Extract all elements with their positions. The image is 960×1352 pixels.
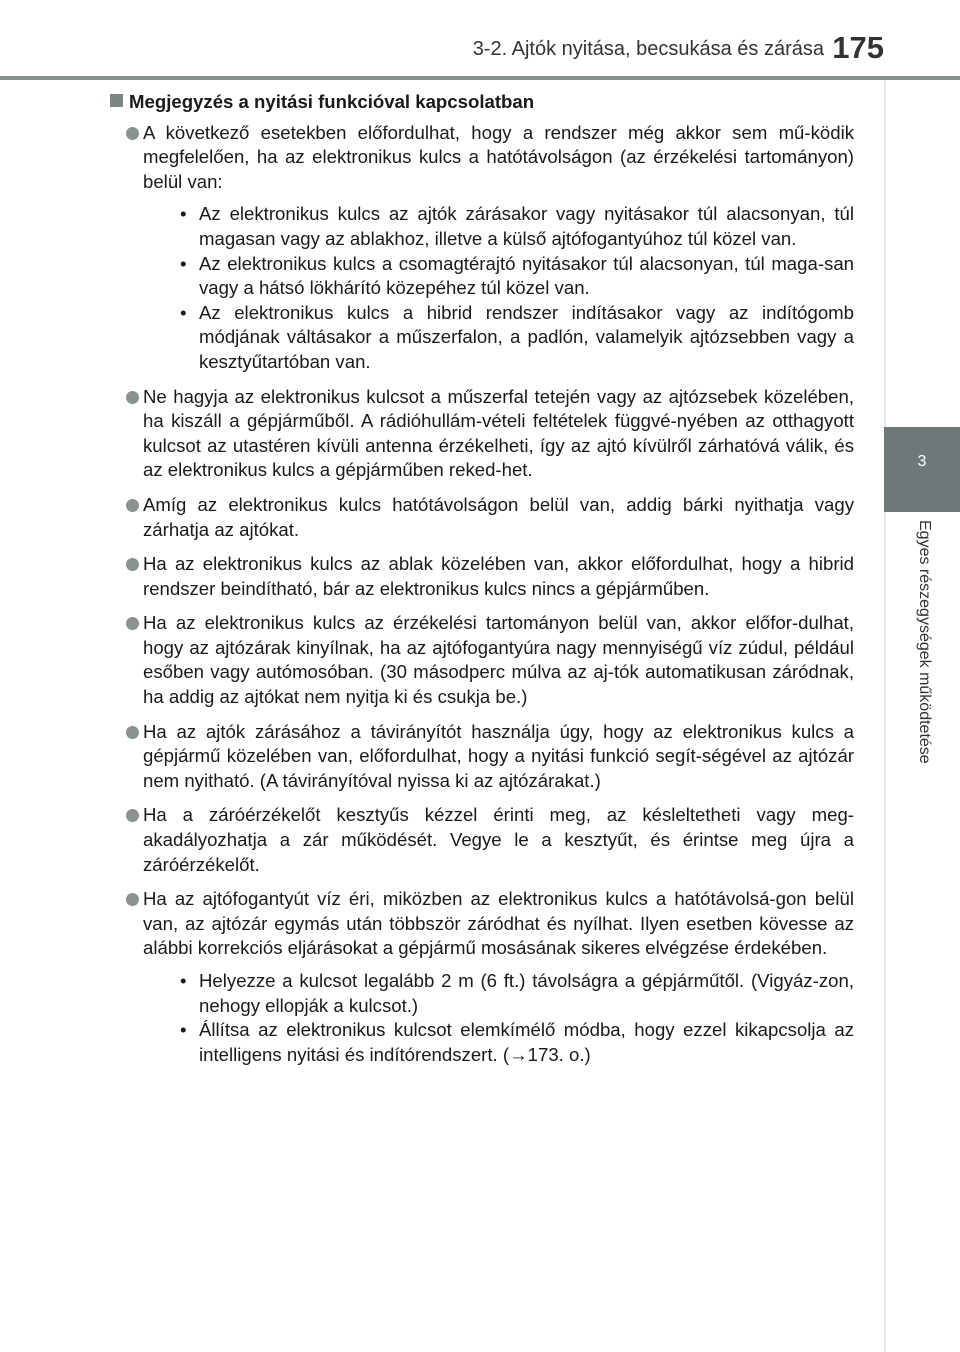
list-item-text: Ne hagyja az elektronikus kulcsot a műszerfal tetején vagy az ajtózsebek közelében, ha kiszáll a gépjárműből. A rádióhullám-vételi feltételek függvé-nyében az otthagyott kulcsot az utastéren kívüli antenna érzékelheti, így az ajtó kívülről zárhatóvá válik, és az elektronikus kulcs a gépjárműben reked-het. <box>143 385 854 481</box>
page-number: 175 <box>832 30 884 65</box>
circle-bullet-icon <box>126 726 139 739</box>
section-heading-text: Megjegyzés a nyitási funkcióval kapcsolatban <box>129 91 535 112</box>
list-item-text: Amíg az elektronikus kulcs hatótávolságon belül van, addig bárki nyithatja vagy zárhatja az ajtókat. <box>143 493 854 540</box>
list-item-text: Ha az ajtófogantyút víz éri, miközben az elektronikus kulcs a hatótávolsá-gon belül van, az ajtózár egymás után többször záródhat és nyílhat. Ilyen esetben kövesse az alábbi korrekciós eljárásokat a gépjármű mosásának sikeres elvégzése érdekében. <box>143 888 854 959</box>
sub-list <box>143 202 854 374</box>
circle-bullet-icon <box>126 127 139 140</box>
sub-list-item-text: Az elektronikus kulcs az ajtók zárásakor vagy nyitásakor túl alacsonyan, túl magasan vagy az ablakhoz, illetve a külső ajtófogantyúhoz túl közel van. <box>199 203 854 249</box>
list-item <box>110 611 854 709</box>
bullet-icon: • <box>180 203 187 225</box>
sub-list-item <box>143 252 854 301</box>
bullet-icon: • <box>180 1019 187 1041</box>
side-margin-bar <box>884 80 886 1352</box>
sub-list-item <box>143 1018 854 1067</box>
sub-list <box>143 969 854 1067</box>
bullet-icon: • <box>180 970 187 991</box>
list-item <box>110 803 854 877</box>
bullet-icon: • <box>180 252 187 274</box>
list-item <box>110 720 854 794</box>
sub-list-item-text: Az elektronikus kulcs a csomagtérajtó nyitásakor túl alacsonyan, túl maga-san vagy a hátsó lökhárító közepéhez túl közel van. <box>199 252 854 299</box>
sub-list-item <box>143 202 854 251</box>
bullet-icon: • <box>180 301 187 323</box>
main-content <box>110 90 854 1077</box>
sub-list-item-text: Helyezze a kulcsot legalább 2 m (6 ft.) távolságra a gépjárműtől. (Vigyáz-zon, nehogy ellopják a kulcsot.) <box>199 970 854 1016</box>
list-item-text: Ha a záróérzékelőt kesztyűs kézzel érinti meg, az késleltetheti vagy meg-akadályozhatja a zár működését. Vegye le a kesztyűt, és érintse meg újra a záróérzékelőt. <box>143 804 854 875</box>
list-item <box>110 121 854 375</box>
circle-bullet-icon <box>126 617 139 630</box>
circle-bullet-icon <box>126 499 139 512</box>
sub-list-item-text: Állítsa az elektronikus kulcsot elemkímélő módba, hogy ezzel kikapcsolja az intelligens nyitási és indítórendszert. (→173. o.) <box>199 1019 854 1065</box>
header-rule <box>0 76 960 80</box>
chapter-side-label: Egyes részegységek működtetése <box>916 520 933 764</box>
sub-list-item-text: Az elektronikus kulcs a hibrid rendszer indításakor vagy az indítógomb módjának váltásakor a műszerfalon, a padlón, valamelyik ajtózsebben vagy a kesztyűtartóban van. <box>199 301 854 372</box>
chapter-title: 3-2. Ajtók nyitása, becsukása és zárása <box>472 38 824 60</box>
item-list <box>110 121 854 1068</box>
circle-bullet-icon <box>126 893 139 906</box>
circle-bullet-icon <box>126 391 139 404</box>
list-item-text: Ha az elektronikus kulcs az ablak közelében van, akkor előfordulhat, hogy a hibrid rendszer beindítható, bár az elektronikus kulcs nincs a gépjárműben. <box>143 553 854 599</box>
circle-bullet-icon <box>126 558 139 571</box>
sub-list-item <box>143 301 854 375</box>
chapter-tab: 3 <box>884 427 960 512</box>
square-bullet-icon <box>110 94 123 107</box>
sub-list-item <box>143 969 854 1018</box>
list-item <box>110 887 854 1067</box>
list-item-text: A következő esetekben előfordulhat, hogy a rendszer még akkor sem mű-ködik megfelelően, ha az elektronikus kulcs a hatótávolságon (az érzékelési tartományon) belül van: <box>143 121 854 192</box>
section-heading <box>110 90 854 115</box>
list-item <box>110 385 854 483</box>
list-item-text: Ha az elektronikus kulcs az érzékelési tartományon belül van, akkor előfor-dulhat, hogy az ajtózárak kinyílnak, ha az ajtófogantyúra nagy mennyiségű víz zúdul, például esőben vagy autómosóban. (30 másodperc múlva az aj-tók automatikusan záródnak, ha addig az ajtókat nem nyitja ki és csukja be.) <box>143 612 854 708</box>
list-item-text: Ha az ajtók zárásához a távirányítót használja úgy, hogy az elektronikus kulcs a gépjármű közelében van, előfordulhat, hogy a nyitási funkció segít-ségével az ajtózár nem nyitható. (A távirányítóval nyissa ki az ajtózárakat.) <box>143 720 854 791</box>
page-header <box>0 0 960 80</box>
list-item <box>110 493 854 542</box>
circle-bullet-icon <box>126 809 139 822</box>
list-item <box>110 552 854 601</box>
